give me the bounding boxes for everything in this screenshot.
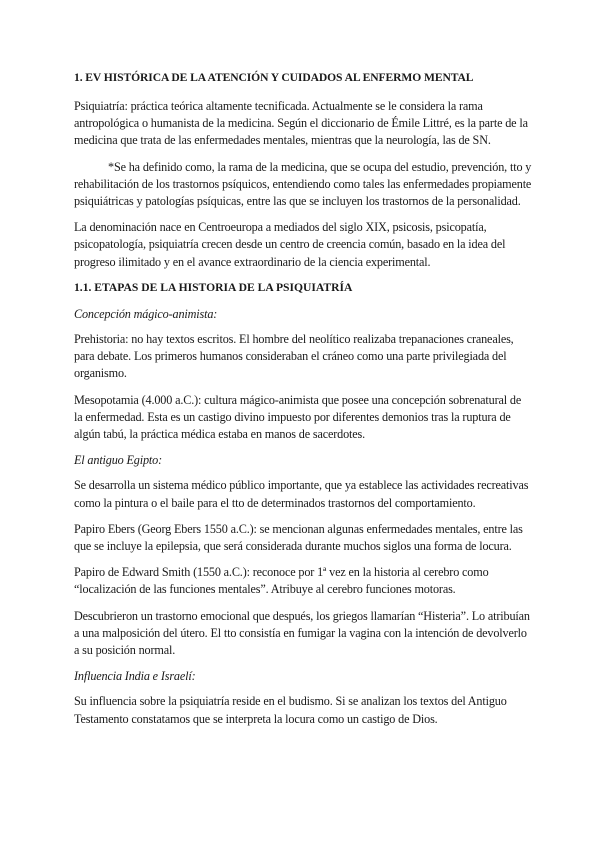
subheading-india-israel: Influencia India e Israelí:	[74, 669, 196, 684]
paragraph-psiquiatria-definicion: Psiquiatría: práctica teórica altamente tecnificada. Actualmente se le considera la rama antropológica o humanista de la medicina. Según el diccionario de Émile Littré, es la parte de la medicina que trata de las enfermedades mentales, mientras que la neurología, las de SN.	[74, 99, 528, 148]
paragraph-denominacion: La denominación nace en Centroeuropa a mediados del siglo XIX, psicosis, psicopatía, psicopatología, psiquiatría crecen desde un centro de creencia común, basado en la idea del progreso ilimitado y en el avance extraordinario de la ciencia experimental.	[74, 220, 506, 269]
subheading-egipto: El antiguo Egipto:	[74, 453, 163, 468]
paragraph-papiro-ebers: Papiro Ebers (Georg Ebers 1550 a.C.): se mencionan algunas enfermedades mentales, entre las que se incluye la epilepsia, que será considerada durante muchos siglos una forma de locura.	[74, 521, 523, 554]
document-title: 1. EV HISTÓRICA DE LA ATENCIÓN Y CUIDADOS AL ENFERMO MENTAL	[74, 71, 474, 84]
paragraph-mesopotamia: Mesopotamia (4.000 a.C.): cultura mágico-animista que posee una concepción sobrenatural de la enfermedad. Esta es un castigo divino impuesto por diferentes demonios tras la ruptura de algún tabú, la práctica médica estaba en manos de sacerdotes.	[74, 392, 522, 442]
paragraph-definicion-ampliada: *Se ha definido como, la rama de la medicina, que se ocupa del estudio, prevención, tto y rehabilitación de los trastornos psíquicos, entendiendo como tales las enfermedades propiamente psiquiátricas y patologías psíquicas, entre las que se incluyen los trastornos de la personalidad.	[74, 159, 532, 209]
paragraph-sistema-medico: Se desarrolla un sistema médico público importante, que ya establece las actividades recreativas como la pintura o el baile para el tto de determinados trastornos del comportamiento.	[74, 478, 529, 510]
section-title: 1.1. ETAPAS DE LA HISTORIA DE LA PSIQUIATRÍA	[74, 280, 353, 294]
paragraph-histeria: Descubrieron un trastorno emocional que después, los griegos llamarían “Histeria”. Lo atribuían a una malposición del útero. El tto consistía en fumigar la vagina con la intención de devolverlo a su posición normal.	[74, 608, 530, 658]
paragraph-prehistoria: Prehistoria: no hay textos escritos. El hombre del neolítico realizaba trepanaciones craneales, para debate. Los primeros humanos consideraban el cráneo como una parte privilegiada del organismo.	[74, 332, 514, 381]
subheading-magico-animista: Concepción mágico-animista:	[74, 306, 218, 321]
document-body	[74, 70, 532, 737]
paragraph-budismo: Su influencia sobre la psiquiatría reside en el budismo. Si se analizan los textos del Antiguo Testamento constatamos que se interpreta la locura como un castigo de Dios.	[74, 694, 507, 726]
paragraph-papiro-smith: Papiro de Edward Smith (1550 a.C.): reconoce por 1ª vez en la historia al cerebro como “localización de las funciones mentales”. Atribuye al cerebro funciones motoras.	[74, 565, 489, 597]
